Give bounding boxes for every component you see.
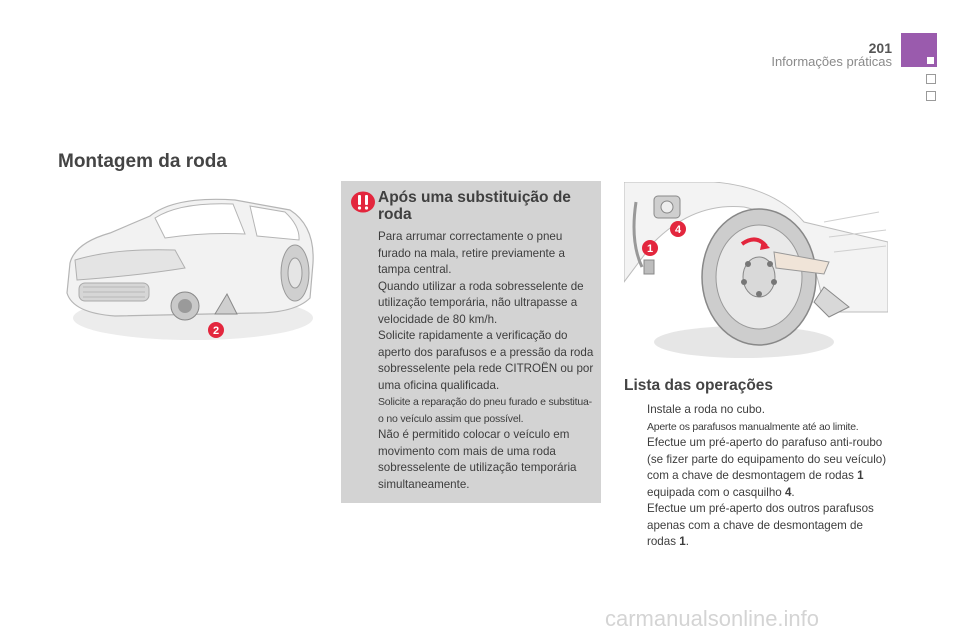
chapter-tab[interactable] — [901, 33, 937, 67]
operations-list — [624, 402, 894, 551]
car-jack-illustration — [55, 188, 325, 348]
page-title: Montagem da roda — [58, 151, 227, 172]
list-item: Efectue um pré-aperto dos outros parafusos apenas com a chave de desmontagem de rodas 1. — [647, 502, 874, 548]
warning-text — [378, 229, 596, 493]
warning-paragraph: Solicite a reparação do pneu furado e substitua-o no veículo assim que possível. — [378, 396, 592, 425]
warning-title: Após uma substituição de roda — [378, 189, 571, 223]
warning-box — [341, 181, 601, 503]
list-item: Aperte os parafusos manualmente até ao limite. — [647, 420, 859, 433]
operations-title: Lista das operações — [624, 377, 774, 394]
wheel-illustration — [624, 182, 888, 362]
warning-paragraph: Para arrumar correctamente o pneu furado na mala, retire previamente a tampa central. — [378, 230, 565, 276]
warning-paragraph: Não é permitido colocar o veículo em movimento com mais de uma roda sobresselente de utilização temporária simultaneamente. — [378, 428, 577, 491]
warning-icon — [350, 191, 376, 213]
page-number: 201 — [868, 40, 892, 56]
section-name: Informações práticas — [771, 54, 892, 69]
chapter-tab-outline-1[interactable] — [926, 74, 936, 84]
list-item: Efectue um pré-aperto do parafuso anti-roubo (se fizer parte do equipamento do seu veículo) com a chave de desmontagem de rodas 1 equipada com o casquilho 4. — [647, 436, 887, 499]
list-item: Instale a roda no cubo. — [647, 403, 765, 416]
warning-paragraph: Quando utilizar a roda sobresselente de utilização temporária, não ultrapasse a velocidade de 80 km/h. — [378, 279, 584, 326]
watermark: carmanualsonline.info — [605, 606, 820, 631]
callout-1: 1 — [646, 243, 654, 255]
tab-marker-icon — [927, 57, 934, 64]
callout-2: 2 — [212, 325, 220, 337]
chapter-tab-outline-2[interactable] — [926, 91, 936, 101]
callout-4: 4 — [674, 224, 682, 236]
warning-paragraph: Solicite rapidamente a verificação do aperto dos parafusos e a pressão da roda sobresselente pela rede CITROËN ou por uma oficina qualificada. — [378, 329, 594, 392]
